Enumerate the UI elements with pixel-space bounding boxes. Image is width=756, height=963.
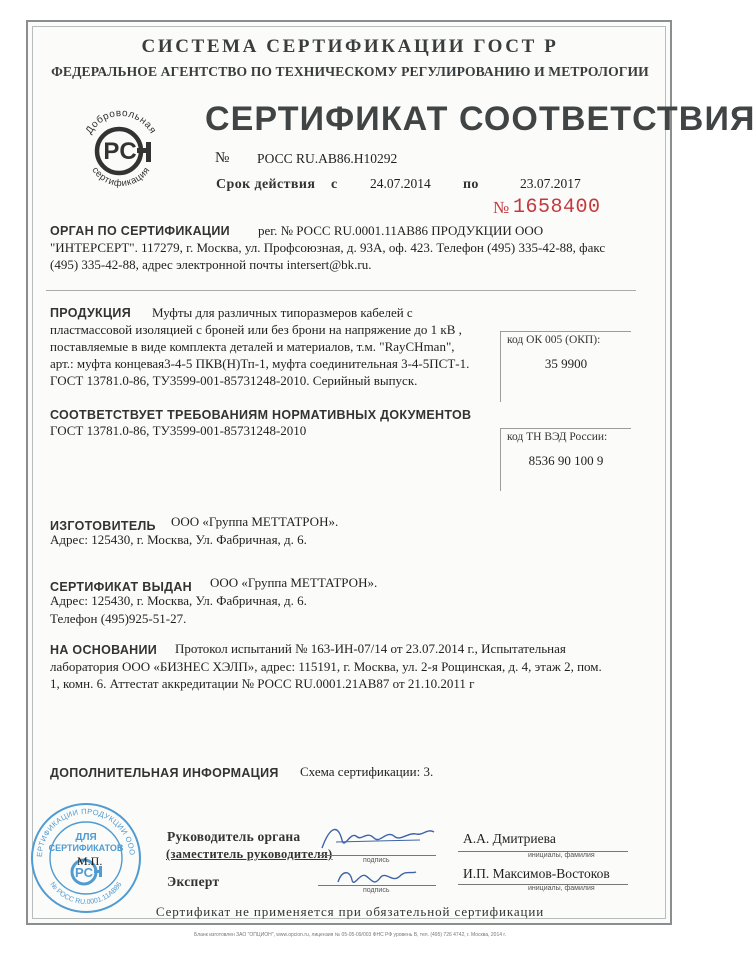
expert-signature-caption: подпись	[363, 887, 390, 894]
serial-number-symbol: №	[493, 198, 510, 217]
svg-text:сертификация: сертификация	[89, 165, 153, 190]
product-line-1: Муфты для различных типоразмеров кабелей с	[152, 305, 413, 320]
validity-to-date: 23.07.2017	[520, 176, 581, 191]
print-info: Бланк изготовлен ЗАО "ОПЦИОН", www.opcion.ru, лицензия № 05-05-09/003 ФНС РФ уровень В, тел. (495) 726 4742, г. Москва, 2014 г.	[193, 932, 507, 938]
validity-to-label: по	[463, 177, 479, 192]
manufacturer-address: Адрес: 125430, г. Москва, Ул. Фабричная, д. 6.	[50, 532, 307, 547]
issued-to-label: СЕРТИФИКАТ ВЫДАН	[50, 580, 192, 594]
head-signature	[316, 820, 438, 856]
validity-label: Срок действия	[216, 177, 316, 192]
basis-label: НА ОСНОВАНИИ	[50, 643, 158, 657]
product-label: ПРОДУКЦИЯ	[50, 306, 131, 320]
head-name: А.А. Дмитриева	[463, 831, 556, 846]
deputy-head-label: (заместитель руководителя)	[166, 847, 333, 861]
expert-label: Эксперт	[167, 874, 220, 889]
svg-text:Добровольная: Добровольная	[83, 107, 159, 137]
tnved-code-box	[500, 428, 631, 491]
basis-line-3: 1, комн. 6. Аттестат аккредитации № РОСС RU.0001.21AB87 от 21.10.2011 г	[50, 676, 475, 691]
additional-info-label: ДОПОЛНИТЕЛЬНАЯ ИНФОРМАЦИЯ	[50, 766, 279, 780]
divider	[46, 290, 636, 291]
disclaimer: Сертификат не применяется при обязательной сертификации	[155, 904, 545, 919]
svg-text:ОРГАН ПО СЕРТИФИКАЦИИ ПРОДУКЦИ: ЕРТИФИКАЦИИ ПРОДУКЦИИ ООО	[34, 806, 137, 858]
product-line-5: ГОСТ 13781.0-86, ТУ3599-001-85731248-2010. Серийный выпуск.	[50, 373, 418, 388]
manufacturer-label: ИЗГОТОВИТЕЛЬ	[50, 519, 156, 533]
svg-text:PC: PC	[103, 138, 137, 165]
registration-number: РОСС RU.AB86.H10292	[257, 151, 398, 166]
serial-number: 1658400	[513, 196, 601, 219]
product-line-3: поставляемые в виде комплекта деталей и материалов, т.м. "RayCHman",	[50, 339, 455, 354]
head-name-caption: инициалы, фамилия	[528, 852, 595, 859]
product-line-2: пластмассовой изоляцией с броней или без брони на напряжение до 1 кВ ,	[50, 322, 462, 337]
validity-from-date: 24.07.2014	[370, 176, 431, 191]
head-signature-caption: подпись	[363, 857, 390, 864]
head-of-body-label: Руководитель органа	[167, 829, 301, 844]
conformity-line-1: ГОСТ 13781.0-86, ТУ3599-001-85731248-2010	[50, 423, 307, 438]
expert-name: И.П. Максимов-Востоков	[463, 866, 610, 881]
expert-name-caption: инициалы, фамилия	[528, 885, 595, 892]
number-symbol: №	[215, 150, 230, 166]
issued-to-name: ООО «Группа МЕТТАТРОН».	[210, 575, 378, 590]
conformity-label: СООТВЕТСТВУЕТ ТРЕБОВАНИЯМ НОРМАТИВНЫХ ДОКУМЕНТОВ	[50, 408, 472, 422]
svg-text:№ РОСС RU.0001.11AB86: № РОСС RU.0001.11AB86	[48, 881, 124, 907]
certification-body-line-1: рег. № РОСС RU.0001.11AB86 ПРОДУКЦИИ ООО	[258, 223, 544, 238]
tnved-code-value: 8536 90 100 9	[528, 453, 604, 468]
additional-info-text: Схема сертификации: 3.	[300, 764, 434, 779]
stamp-place-mark: М.П.	[77, 854, 103, 868]
okp-code-caption: код ОК 005 (ОКП):	[507, 334, 601, 346]
svg-text:СЕРТИФИКАТОВ: СЕРТИФИКАТОВ	[48, 843, 124, 853]
manufacturer-name: ООО «Группа МЕТТАТРОН».	[171, 514, 339, 529]
issued-to-address: Адрес: 125430, г. Москва, Ул. Фабричная, д. 6.	[50, 593, 307, 608]
product-line-4: арт.: муфта концевая3-4-5 ПКВ(Н)Тп-1, муфта соединительная 3-4-5ПСТ-1.	[50, 356, 470, 371]
okp-code-box	[500, 331, 631, 402]
certification-body-line-2: "ИНТЕРСЕРТ". 117279, г. Москва, ул. Профсоюзная, д. 93А, оф. 423. Телефон (495) 335-42-88, факс	[50, 240, 606, 255]
svg-text:PC: PC	[74, 865, 94, 880]
document-title: СЕРТИФИКАТ СООТВЕТСТВИЯ	[205, 100, 756, 138]
rosstest-logo	[75, 102, 167, 190]
basis-line-2: лаборатория ООО «БИЗНЕС ХЭЛП», адрес: 115191, г. Москва, ул. 2-я Рощинская, д. 4, этаж 2, пом.	[50, 659, 602, 674]
certification-body-label: ОРГАН ПО СЕРТИФИКАЦИИ	[50, 224, 230, 238]
tnved-code-caption: код ТН ВЭД России:	[507, 431, 608, 443]
validity-from-label: с	[331, 177, 338, 192]
agency-title: ФЕДЕРАЛЬНОЕ АГЕНТСТВО ПО ТЕХНИЧЕСКОМУ РЕГУЛИРОВАНИЮ И МЕТРОЛОГИИ	[51, 64, 649, 79]
svg-text:ДЛЯ: ДЛЯ	[75, 832, 97, 843]
basis-line-1: Протокол испытаний № 163-ИН-07/14 от 23.07.2014 г., Испытательная	[175, 641, 566, 656]
expert-signature-line	[318, 885, 436, 886]
head-signature-line	[318, 855, 436, 856]
certification-system-title: СИСТЕМА СЕРТИФИКАЦИИ ГОСТ Р	[141, 36, 559, 57]
okp-code-value: 35 9900	[544, 356, 588, 371]
issued-to-phone: Телефон (495)925-51-27.	[50, 611, 187, 626]
certification-body-line-3: (495) 335-42-88, адрес электронной почты intersert@bk.ru.	[50, 257, 372, 272]
